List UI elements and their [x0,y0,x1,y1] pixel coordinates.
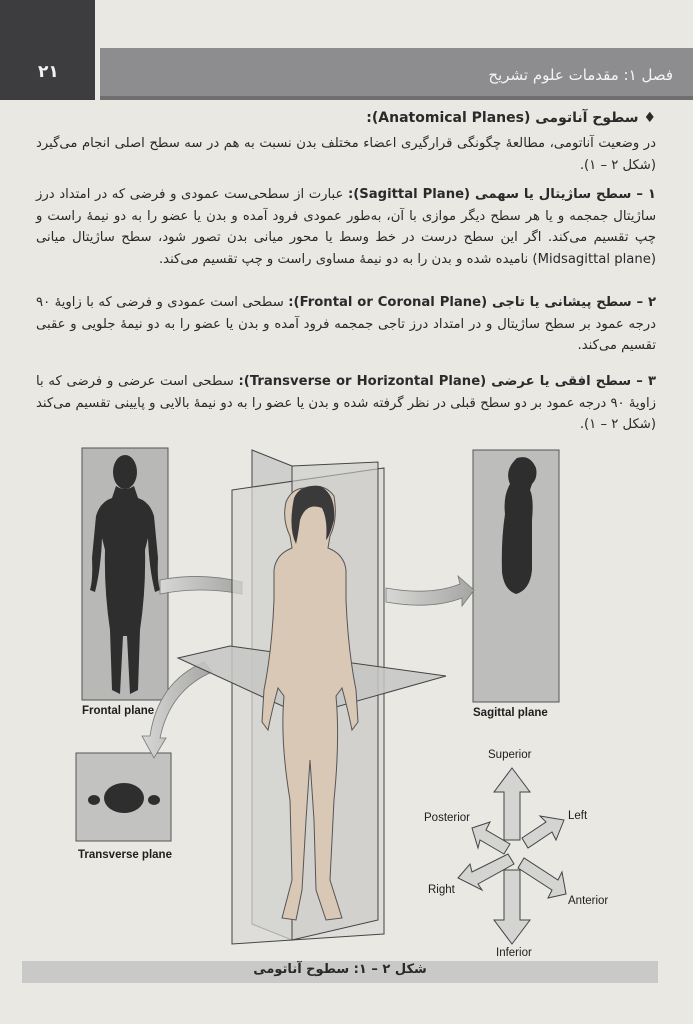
section-heading: ♦ سطوح آناتومی (Anatomical Planes): [366,110,656,126]
frontal-paragraph [36,292,656,357]
sagittal-paragraph [36,184,656,270]
sagittal-body: عبارت از سطحی‌ست عمودی و فرضی که در امتداد درز ساژیتال جمجمه و یا هر سطح دیگر موازی با آن، به‌طور عمودی فرود آمده و بدن یا عضو را به دو نیمۀ راست و چپ تقسیم می‌کند. اگر این سطح درست در خط وسط یا محور میانی بدن تصور شود، سطح ساژیتال میانی (Midsagittal plane) نامیده شده و بدن را به دو نیمۀ مساوی راست و چپ تقسیم می‌کند. [36,187,656,267]
superior-label: Superior [488,749,532,761]
transverse-paragraph [36,371,656,436]
superior-arrow [494,768,530,840]
left-arrow [522,816,564,848]
sagittal-plane-panel [473,450,559,719]
direction-arrows [458,768,566,944]
transverse-title: ۳ – سطح افقی یا عرضی (Transverse or Horizontal Plane): [238,374,657,389]
central-body-diagram [178,450,446,944]
left-label: Left [568,810,588,822]
inferior-label: Inferior [496,947,532,959]
posterior-label: Posterior [424,812,471,824]
transverse-plane-label: Transverse plane [78,849,172,861]
chapter-title: فصل ۱: مقدمات علوم تشریح [488,66,673,84]
frontal-body: سطحی است عمودی و فرضی که با زاویۀ ۹۰ درجه عمود بر سطح ساژیتال و در امتداد درز تاجی جمجمه فرود آمده و بدن یا عضو را به دو نیمۀ جلویی و عقبی تقسیم می‌کند. [36,295,656,354]
page-number: ۲۱ [38,62,59,82]
anterior-arrow [518,858,566,898]
sagittal-title: ۱ – سطح ساژیتال یا سهمی (Sagittal Plane): [347,187,656,202]
right-label: Right [428,884,455,896]
anatomical-planes-figure [0,440,693,960]
transverse-plane-panel [76,753,172,861]
header-dark-block [0,0,95,100]
intro-paragraph: در وضعیت آناتومی، مطالعۀ چگونگی قرارگیری اعضاء مختلف بدن نسبت به هم در سه سطح اصلی انجام می‌گیرد (شکل ۲ – ۱). [36,136,656,173]
anterior-label: Anterior [568,895,609,907]
frontal-title: ۲ – سطح پیشانی یا تاجی (Frontal or Coronal Plane): [288,295,656,310]
frontal-plane-panel [82,448,168,717]
frontal-plane-label: Frontal plane [82,705,155,717]
sagittal-arrow [386,576,474,606]
sagittal-plane-label: Sagittal plane [473,707,548,719]
header-rule [100,96,693,100]
figure-caption: شکل ۲ – ۱: سطوح آناتومی [253,962,427,977]
inferior-arrow [494,870,530,944]
frontal-arrow [160,576,242,594]
transverse-body: سطحی است عرضی و فرضی که با زاویۀ ۹۰ درجه عمود بر دو سطح قبلی در نظر گرفته شده و بدن یا عضو را به دو نیمۀ بالایی و پایینی تقسیم می‌کند (شکل ۲ – ۱). [36,374,656,433]
